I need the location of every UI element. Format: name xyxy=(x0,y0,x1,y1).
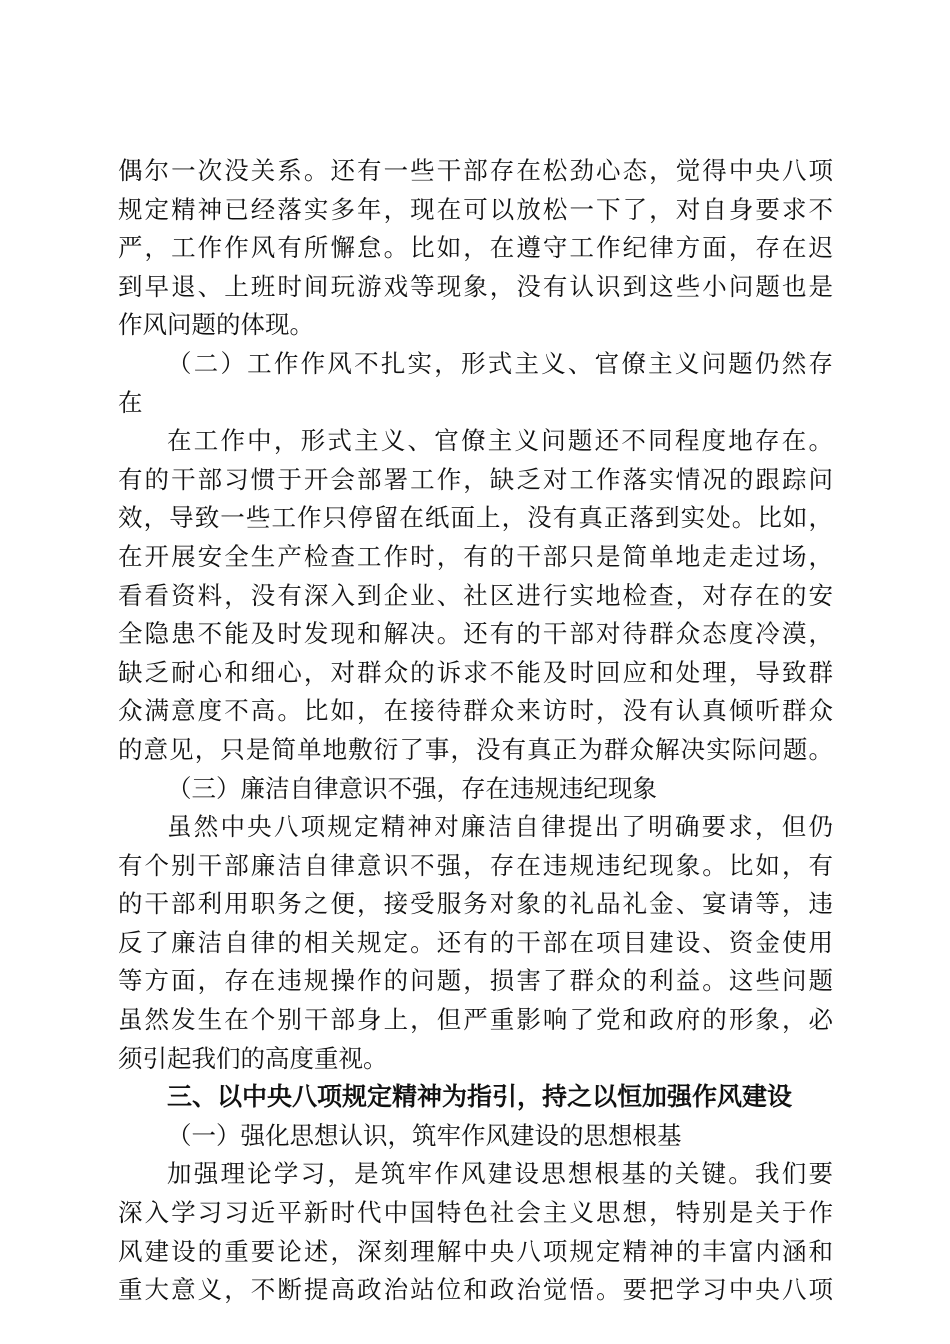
text-line: 风建设的重要论述，深刻理解中央八项规定精神的丰富内涵和 xyxy=(118,1236,833,1266)
text-line: 作风问题的体现。 xyxy=(118,310,314,340)
text-line: 规定精神已经落实多年，现在可以放松一下了，对自身要求不 xyxy=(118,194,833,224)
section-heading-2-cont: 在 xyxy=(118,387,143,417)
section-heading-2: （二）工作作风不扎实，形式主义、官僚主义问题仍然存 xyxy=(167,348,833,378)
text-line: 等方面，存在违规操作的问题，损害了群众的利益。这些问题 xyxy=(118,966,833,996)
text-line: 众满意度不高。比如，在接待群众来访时，没有认真倾听群众 xyxy=(118,696,833,726)
document-body xyxy=(118,152,833,1310)
text-line: 在工作中，形式主义、官僚主义问题还不同程度地存在。 xyxy=(167,426,833,456)
section-heading-3: （三）廉洁自律意识不强，存在违规违纪现象 xyxy=(167,773,657,803)
text-line: 有的干部习惯于开会部署工作，缺乏对工作落实情况的跟踪问 xyxy=(118,464,833,494)
text-line: 到早退、上班时间玩游戏等现象，没有认识到这些小问题也是 xyxy=(118,271,833,301)
section-heading-1: （一）强化思想认识，筑牢作风建设的思想根基 xyxy=(167,1120,682,1150)
text-line: 偶尔一次没关系。还有一些干部存在松劲心态，觉得中央八项 xyxy=(118,156,833,185)
text-line: 反了廉洁自律的相关规定。还有的干部在项目建设、资金使用 xyxy=(118,927,833,957)
text-line: 深入学习习近平新时代中国特色社会主义思想，特别是关于作 xyxy=(118,1198,833,1228)
text-line: 在开展安全生产检查工作时，有的干部只是简单地走走过场， xyxy=(118,541,833,571)
text-line: 缺乏耐心和细心，对群众的诉求不能及时回应和处理，导致群 xyxy=(118,657,833,687)
text-line: 虽然中央八项规定精神对廉洁自律提出了明确要求，但仍 xyxy=(167,812,833,842)
text-line: 虽然发生在个别干部身上，但严重影响了党和政府的形象，必 xyxy=(118,1005,833,1035)
text-line: 全隐患不能及时发现和解决。还有的干部对待群众态度冷漠， xyxy=(118,619,833,649)
text-line: 的干部利用职务之便，接受服务对象的礼品礼金、宴请等，违 xyxy=(118,889,833,919)
text-line: 的意见，只是简单地敷衍了事，没有真正为群众解决实际问题。 xyxy=(118,734,833,764)
text-line: 严，工作作风有所懈怠。比如，在遵守工作纪律方面，存在迟 xyxy=(118,233,833,263)
text-line: 重大意义，不断提高政治站位和政治觉悟。要把学习中央八项 xyxy=(118,1275,833,1305)
text-line: 有个别干部廉洁自律意识不强，存在违规违纪现象。比如，有 xyxy=(118,850,833,880)
text-line: 须引起我们的高度重视。 xyxy=(118,1043,388,1073)
chapter-heading: 三、以中央八项规定精神为指引，持之以恒加强作风建设 xyxy=(167,1082,793,1112)
text-line: 看看资料，没有深入到企业、社区进行实地检查，对存在的安 xyxy=(118,580,833,610)
text-line: 效，导致一些工作只停留在纸面上，没有真正落到实处。比如， xyxy=(118,503,833,533)
text-line: 加强理论学习，是筑牢作风建设思想根基的关键。我们要 xyxy=(167,1159,833,1189)
